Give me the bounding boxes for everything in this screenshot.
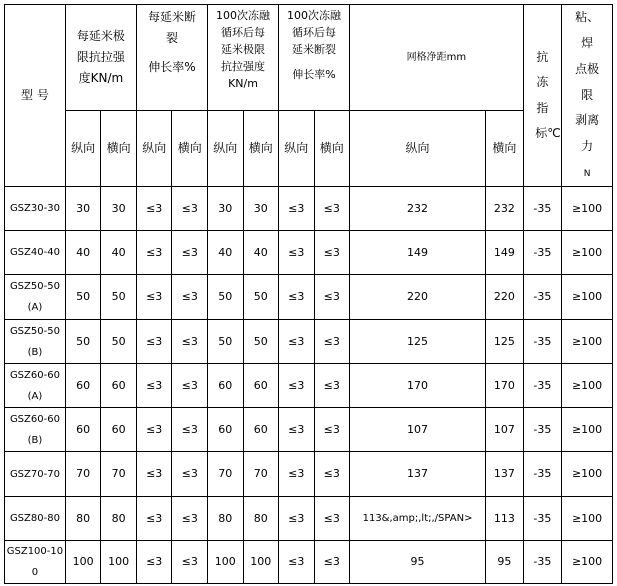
frost-cell: -35 [523, 231, 562, 275]
mesh-trans-cell: 125 [486, 320, 524, 364]
model-cell: GSZ50-50(B) [5, 320, 66, 364]
mesh-long-cell: 107 [350, 408, 486, 452]
freeze-tensile-line1: 100次冻融 [216, 9, 270, 22]
freeze-tensile-long-cell: 80 [207, 497, 243, 541]
elongation-trans-header: 横向 [172, 111, 208, 187]
spec-table [4, 4, 613, 584]
frost-c2: 冻 [536, 75, 549, 90]
peel-cell: ≥100 [562, 320, 613, 364]
peel-c1: 粘、 [575, 10, 600, 25]
mesh-long-cell: 113&,amp;,lt;,/SPAN> [350, 497, 486, 541]
freeze-elongation-trans-cell: ≤3 [314, 231, 350, 275]
peel-c7: N [583, 168, 591, 179]
tensile-trans-cell: 100 [101, 541, 137, 584]
elongation-long-cell: ≤3 [136, 364, 172, 408]
model-cell: GSZ80-80 [5, 497, 66, 541]
tensile-trans-cell: 30 [101, 187, 137, 231]
elongation-line3: 伸长率% [148, 60, 196, 74]
freeze-tensile-trans-cell: 40 [243, 231, 279, 275]
elongation-line2: 裂 [165, 31, 178, 45]
freeze-tensile-trans-header: 横向 [243, 111, 279, 187]
peel-c6: 力 [581, 139, 594, 154]
frost-cell: -35 [523, 275, 562, 320]
frost-cell: -35 [523, 364, 562, 408]
elongation-long-cell: ≤3 [136, 275, 172, 320]
tensile-trans-cell: 60 [101, 408, 137, 452]
freeze-tensile-trans-cell: 30 [243, 187, 279, 231]
tensile-trans-cell: 50 [101, 275, 137, 320]
mesh-long-cell: 125 [350, 320, 486, 364]
freeze-elongation-long-cell: ≤3 [279, 452, 315, 497]
header-row-sub [5, 111, 613, 187]
elongation-line1: 每延米断 [147, 10, 196, 24]
table-row [5, 187, 613, 231]
mesh-long-cell: 95 [350, 541, 486, 584]
freeze-elongation-line2: 循环后每 [292, 26, 337, 40]
frost-c1: 抗 [536, 50, 549, 65]
freeze-elongation-long-cell: ≤3 [279, 187, 315, 231]
frost-cell: -35 [523, 187, 562, 231]
header-row-main [5, 5, 613, 111]
freeze-tensile-long-cell: 60 [207, 364, 243, 408]
frost-cell: -35 [523, 452, 562, 497]
mesh-trans-cell: 95 [486, 541, 524, 584]
tensile-trans-cell: 80 [101, 497, 137, 541]
frost-cell: -35 [523, 408, 562, 452]
elongation-long-cell: ≤3 [136, 452, 172, 497]
peel-c3: 点极 [575, 61, 600, 76]
elongation-trans-cell: ≤3 [172, 452, 208, 497]
mesh-long-cell: 137 [350, 452, 486, 497]
elongation-trans-cell: ≤3 [172, 408, 208, 452]
tensile-trans-cell: 60 [101, 364, 137, 408]
peel-cell: ≥100 [562, 541, 613, 584]
tensile-trans-cell: 70 [101, 452, 137, 497]
mesh-trans-cell: 149 [486, 231, 524, 275]
peel-cell: ≥100 [562, 408, 613, 452]
tensile-strength-header [65, 5, 136, 111]
tensile-long-header: 纵向 [65, 111, 101, 187]
tensile-trans-header: 横向 [101, 111, 137, 187]
table-row [5, 497, 613, 541]
mesh-long-cell: 232 [350, 187, 486, 231]
tensile-long-cell: 50 [65, 320, 101, 364]
model-cell: GSZ70-70 [5, 452, 66, 497]
frost-c5: ℃ [547, 125, 561, 140]
freeze-elongation-line4: 伸长率% [292, 68, 336, 82]
peel-force-header [562, 5, 613, 187]
freeze-tensile-header [207, 5, 278, 111]
freeze-elongation-trans-cell: ≤3 [314, 275, 350, 320]
model-cell: GSZ50-50(A) [5, 275, 66, 320]
tensile-long-cell: 60 [65, 364, 101, 408]
table-row [5, 541, 613, 584]
freeze-tensile-long-cell: 50 [207, 320, 243, 364]
elongation-long-cell: ≤3 [136, 497, 172, 541]
freeze-tensile-trans-cell: 60 [243, 364, 279, 408]
frost-cell: -35 [523, 497, 562, 541]
mesh-trans-cell: 113 [486, 497, 524, 541]
freeze-elongation-trans-cell: ≤3 [314, 187, 350, 231]
mesh-long-cell: 220 [350, 275, 486, 320]
freeze-elongation-trans-cell: ≤3 [314, 320, 350, 364]
freeze-elongation-long-cell: ≤3 [279, 320, 315, 364]
tensile-long-cell: 70 [65, 452, 101, 497]
model-cell: GSZ30-30 [5, 187, 66, 231]
freeze-tensile-long-cell: 50 [207, 275, 243, 320]
elongation-trans-cell: ≤3 [172, 187, 208, 231]
mesh-trans-cell: 220 [486, 275, 524, 320]
frost-cell: -35 [523, 541, 562, 584]
peel-cell: ≥100 [562, 187, 613, 231]
elongation-long-cell: ≤3 [136, 187, 172, 231]
mesh-trans-header: 横向 [486, 111, 524, 187]
tensile-long-cell: 60 [65, 408, 101, 452]
elongation-long-cell: ≤3 [136, 541, 172, 584]
tensile-long-cell: 50 [65, 275, 101, 320]
table-row [5, 452, 613, 497]
model-cell: GSZ60-60(B) [5, 408, 66, 452]
table-row [5, 320, 613, 364]
peel-c2: 焊 [581, 36, 594, 50]
model-cell: GSZ100-100 [5, 541, 66, 584]
peel-cell: ≥100 [562, 452, 613, 497]
freeze-elongation-header [279, 5, 350, 111]
elongation-long-cell: ≤3 [136, 320, 172, 364]
mesh-long-cell: 149 [350, 231, 486, 275]
peel-c4: 限 [581, 87, 594, 102]
model-cell: GSZ60-60(A) [5, 364, 66, 408]
freeze-tensile-long-cell: 40 [207, 231, 243, 275]
tensile-long-cell: 100 [65, 541, 101, 584]
tensile-line3: 度KN/m [78, 71, 124, 85]
mesh-spacing-header: 网格净距mm [350, 5, 524, 111]
freeze-elongation-trans-cell: ≤3 [314, 364, 350, 408]
freeze-elongation-long-cell: ≤3 [279, 231, 315, 275]
freeze-tensile-line2: 循环后每 [221, 26, 265, 40]
frost-c3: 指 [536, 100, 549, 115]
freeze-tensile-long-header: 纵向 [207, 111, 243, 187]
freeze-tensile-trans-cell: 70 [243, 452, 279, 497]
mesh-trans-cell: 137 [486, 452, 524, 497]
elongation-trans-cell: ≤3 [172, 231, 208, 275]
table-row [5, 231, 613, 275]
table-row [5, 364, 613, 408]
frost-c4: 标 [535, 125, 548, 140]
freeze-tensile-line3: 延米极限 [221, 43, 265, 57]
freeze-tensile-trans-cell: 100 [243, 541, 279, 584]
freeze-elongation-long-cell: ≤3 [279, 408, 315, 452]
freeze-elongation-trans-cell: ≤3 [314, 452, 350, 497]
freeze-elongation-line1: 100次冻融 [287, 9, 342, 22]
freeze-tensile-long-cell: 70 [207, 452, 243, 497]
model-header: 型 号 [5, 5, 66, 187]
elongation-long-header: 纵向 [136, 111, 172, 187]
tensile-long-cell: 40 [65, 231, 101, 275]
freeze-tensile-long-cell: 60 [207, 408, 243, 452]
freeze-tensile-trans-cell: 50 [243, 320, 279, 364]
freeze-tensile-trans-cell: 60 [243, 408, 279, 452]
peel-c5: 剥离 [575, 113, 600, 128]
freeze-tensile-long-cell: 100 [207, 541, 243, 584]
peel-cell: ≥100 [562, 497, 613, 541]
frost-cell: -35 [523, 320, 562, 364]
freeze-elongation-long-header: 纵向 [279, 111, 315, 187]
freeze-elongation-long-cell: ≤3 [279, 364, 315, 408]
model-cell: GSZ40-40 [5, 231, 66, 275]
tensile-line2: 限抗拉强 [76, 50, 125, 64]
tensile-line1: 每延米极 [76, 29, 125, 43]
elongation-trans-cell: ≤3 [172, 320, 208, 364]
freeze-tensile-trans-cell: 80 [243, 497, 279, 541]
freeze-tensile-trans-cell: 50 [243, 275, 279, 320]
freeze-elongation-long-cell: ≤3 [279, 541, 315, 584]
tensile-long-cell: 80 [65, 497, 101, 541]
freeze-elongation-long-cell: ≤3 [279, 275, 315, 320]
freeze-elongation-line3: 延米断裂 [292, 43, 337, 57]
elongation-trans-cell: ≤3 [172, 541, 208, 584]
table-row [5, 408, 613, 452]
mesh-long-cell: 170 [350, 364, 486, 408]
elongation-trans-cell: ≤3 [172, 364, 208, 408]
elongation-long-cell: ≤3 [136, 408, 172, 452]
freeze-tensile-line5: KN/m [228, 77, 258, 91]
mesh-trans-cell: 232 [486, 187, 524, 231]
mesh-long-header: 纵向 [350, 111, 486, 187]
freeze-elongation-trans-cell: ≤3 [314, 408, 350, 452]
freeze-tensile-long-cell: 30 [207, 187, 243, 231]
peel-cell: ≥100 [562, 275, 613, 320]
elongation-long-cell: ≤3 [136, 231, 172, 275]
frost-index-header [523, 5, 562, 187]
tensile-trans-cell: 40 [101, 231, 137, 275]
freeze-tensile-line4: 抗拉强度 [221, 60, 265, 74]
break-elongation-header [136, 5, 207, 111]
elongation-trans-cell: ≤3 [172, 497, 208, 541]
freeze-elongation-trans-header: 横向 [314, 111, 350, 187]
freeze-elongation-trans-cell: ≤3 [314, 541, 350, 584]
elongation-trans-cell: ≤3 [172, 275, 208, 320]
tensile-long-cell: 30 [65, 187, 101, 231]
freeze-elongation-trans-cell: ≤3 [314, 497, 350, 541]
tensile-trans-cell: 50 [101, 320, 137, 364]
table-row [5, 275, 613, 320]
peel-cell: ≥100 [562, 364, 613, 408]
mesh-trans-cell: 107 [486, 408, 524, 452]
mesh-trans-cell: 170 [486, 364, 524, 408]
freeze-elongation-long-cell: ≤3 [279, 497, 315, 541]
peel-cell: ≥100 [562, 231, 613, 275]
